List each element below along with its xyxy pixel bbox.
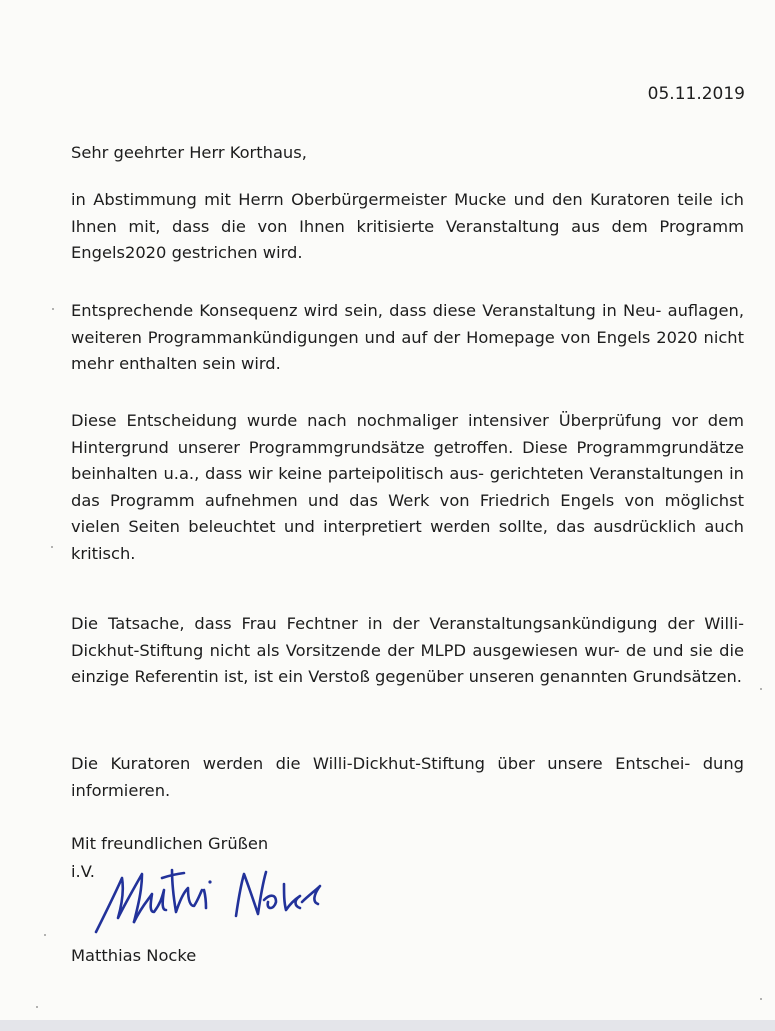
signer-name: Matthias Nocke	[71, 946, 197, 965]
letter-date: 05.11.2019	[647, 84, 745, 104]
paragraph-3: Diese Entscheidung wurde nach nochmaliger intensiver Überprüfung vor dem Hintergrund unserer Programmgrundsätze getroffen. Diese Programmgrundätze beinhalten u.a., dass wir keine parteipolitisch aus- gerichteten Veranstaltungen in das Programm aufnehmen und das Werk von Friedrich Engels von möglichst vielen Seiten beleuchtet und interpretiert werden sollte, das ausdrücklich auch kritisch.	[71, 411, 744, 563]
paragraph-2: Entsprechende Konsequenz wird sein, dass diese Veranstaltung in Neu- auflagen, weiteren Programmankündigungen und auf der Homepage von Engels 2020 nicht mehr enthalten sein wird.	[71, 301, 744, 374]
paper-speck	[760, 688, 762, 690]
paper-speck	[51, 546, 53, 548]
paper-speck	[36, 1006, 38, 1008]
paper-speck	[760, 998, 762, 1000]
salutation: Sehr geehrter Herr Korthaus,	[71, 143, 307, 162]
paper-speck	[44, 934, 46, 936]
paper-speck	[52, 308, 54, 310]
paragraph-4: Die Tatsache, dass Frau Fechtner in der Veranstaltungsankündigung der Willi-Dickhut-Stiftung nicht als Vorsitzende der MLPD ausgewiesen wur- de und sie die einzige Referentin ist, ist ein Verstoß gegenüber unseren genannten Grundsätzen.	[71, 614, 744, 687]
closing-phrase: Mit freundlichen Grüßen	[71, 834, 269, 853]
on-behalf-label: i.V.	[71, 862, 95, 881]
paragraph-5: Die Kuratoren werden die Willi-Dickhut-Stiftung über unsere Entschei- dung informieren.	[71, 754, 744, 800]
page-bottom-strip	[0, 1020, 775, 1031]
paragraph-1: in Abstimmung mit Herrn Oberbürgermeister Mucke und den Kuratoren teile ich Ihnen mit, dass die von Ihnen kritisierte Veranstaltung aus dem Programm Engels2020 gestrichen wird.	[71, 190, 744, 263]
handwritten-signature	[88, 860, 328, 940]
